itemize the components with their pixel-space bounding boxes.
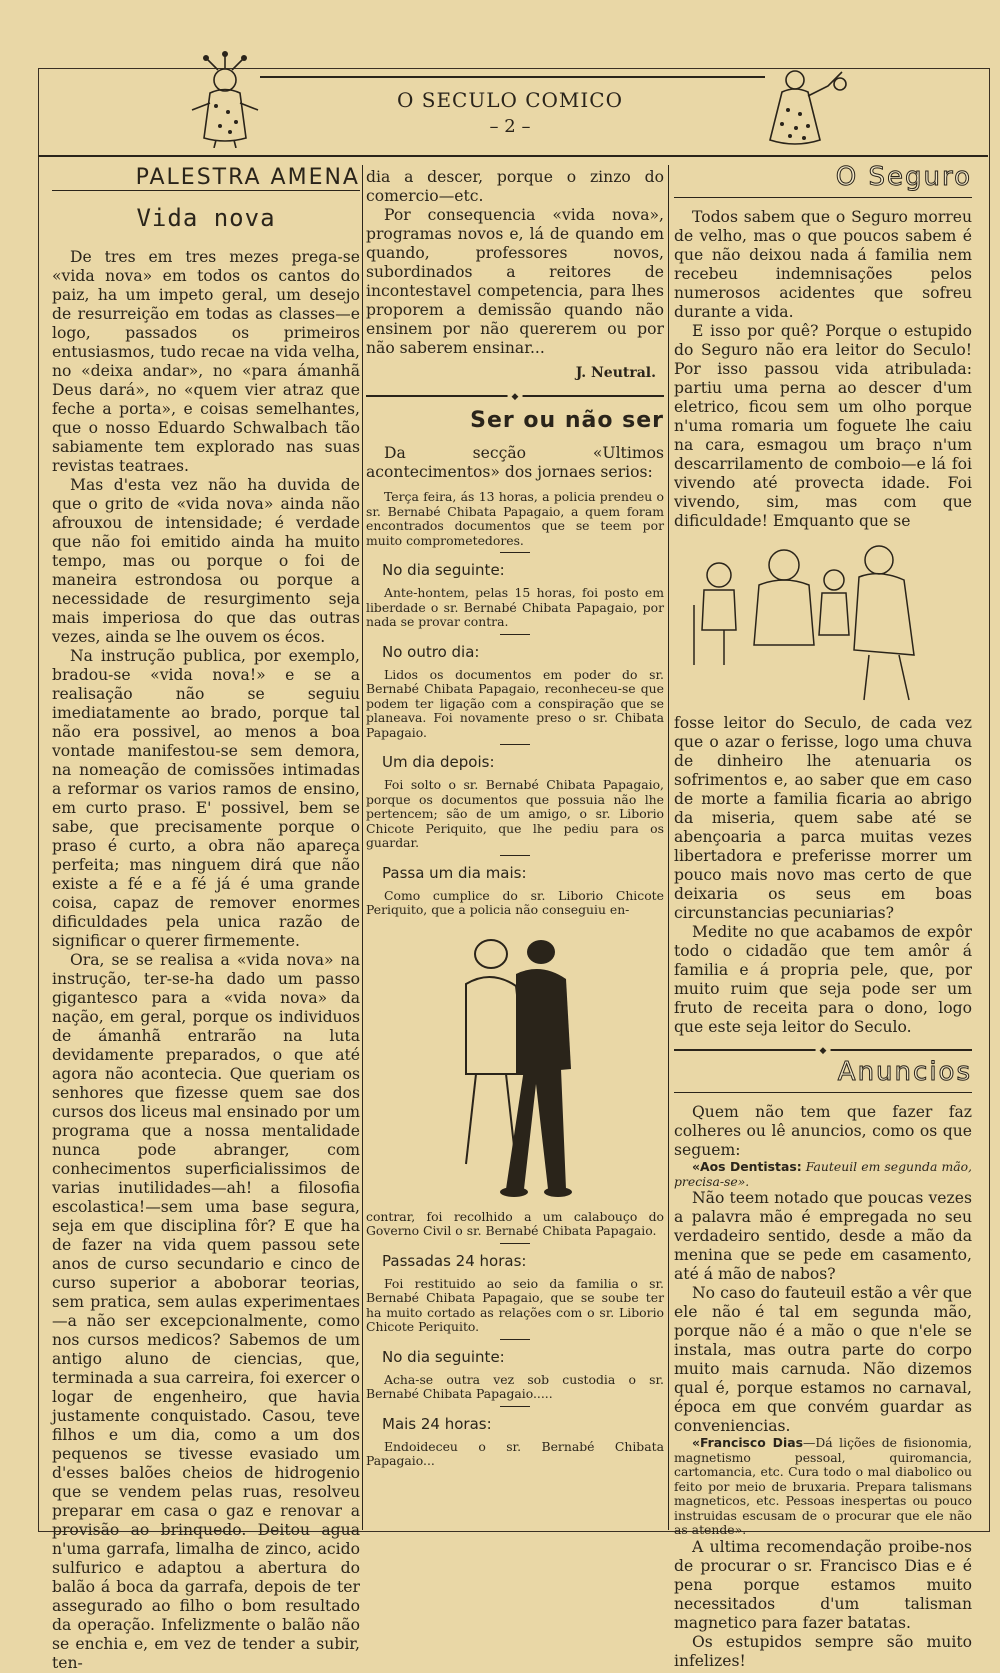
news-heading: Passadas 24 horas: bbox=[382, 1251, 527, 1270]
paragraph: Por consequencia «vida nova», programas novos e, lá de quando em quando, professores novos, subordinados a reitores de incontestavel competencia, para lhes proporem a demissão quando não ensinem por não quererem ou por não saberem ensinar... bbox=[366, 206, 664, 357]
rule bbox=[674, 197, 972, 198]
column-palestra bbox=[52, 165, 360, 1673]
paragraph: Mas d'esta vez não ha duvida de que o grito de «vida nova» ainda não afrouxou de intensidade; é verdade que não foi emitido ainda ha muito tempo, mas ou porque o foi de maneira estrondosa ou porque a necessidade de resurgimento seja mais imperiosa do que das outras vezes, ainda se lhe ouvem os écos. bbox=[52, 476, 360, 646]
column-rule-1 bbox=[362, 165, 363, 1530]
paragraph: Ora, se se realisa a «vida nova» na instrução, ter-se-ha dado um passo gigantesco para a «vida nova» da nação, em geral, porque os individuos de ámanhã entrarão na luta devidamente preparados, o que até agora não acontecia. Que queriam os senhores que fizesse quem sae dos cursos dos liceus mal ensinado por um programa que a nossa mentalidade nunca pode abranger, com conhecimentos superficialissimos de varias inutilidades—ah! a filosofia escolastica!—sem uma base segura, seja em que disciplina fôr? E que ha de fazer na vida quem passou sete anos de curso secundario e cinco de curso superior a aboborar teorias, sem pratica, sem aulas experimentaes—a não ser excepcionalmente, como nos cursos medicos? Sabemos de um antigo aluno de ciencias, que, terminada a sua carreira, foi exercer o logar de engenheiro, que havia justamente conquistado. Casou, teve filhos e um dia, como a um dos pequenos se tivesse evasiado um d'esses balões cheios de hidrogenio que se vendem pelas ruas, resolveu preparar em casa o gaz e renovar a provisão ao brinquedo. Deitou agua n'uma garrafa, limalha de zinco, acido sulfurico e adaptou a abertura do balão á boca da garrafa, depois de ter assegurado ao filho o bom resultado da operação. Infelizmente o balão não se enchia e, em vez de tender a subir, ten- bbox=[52, 951, 360, 1672]
divider bbox=[674, 1049, 972, 1051]
news-item: Como cumplice do sr. Liborio Chicote Periquito, que a policia não conseguiu en- bbox=[366, 887, 664, 917]
intro: Da secção «Ultimos acontecimentos» dos jornaes serios: bbox=[366, 444, 664, 481]
paragraph: Todos sabem que o Seguro morreu de velho, mas o que poucos sabem é que não deixou nada á familia nem recebeu indemnisações pelos numerosos acidentes que sofreu durante a vida. bbox=[674, 208, 972, 321]
article-title: Vida nova bbox=[136, 204, 276, 232]
news-heading: Passa um dia mais: bbox=[382, 863, 527, 882]
article-title: Anuncios bbox=[837, 1057, 972, 1087]
article-title: Ser ou não ser bbox=[470, 408, 664, 433]
news-heading: No dia seguinte: bbox=[382, 561, 505, 579]
dash bbox=[500, 552, 530, 553]
divider bbox=[366, 395, 664, 397]
news-heading: Mais 24 horas: bbox=[382, 1414, 492, 1433]
news-item: Lidos os documentos em poder do sr. Bernabé Chibata Papagaio, reconheceu-se que podem ter ligação com a conspiração que se planeava. Foi novamente preso o sr. Chibata Papagaio. bbox=[366, 666, 664, 740]
news-item: Foi restituido ao seio da familia o sr. Bernabé Chibata Papagaio, que se soube ter ha muito cortado as relações com o sr. Liborio Chicote Periquito. bbox=[366, 1275, 664, 1334]
news-item: contrar, foi recolhido a um calabouço do Governo Civil o sr. Bernabé Chibata Papagaio. bbox=[366, 1208, 664, 1238]
news-item: Terça feira, ás 13 horas, a policia prendeu o sr. Bernabé Chibata Papagaio, a quem foram encontrados documentos que se teem por muito comprometedores. bbox=[366, 489, 664, 548]
column-rule-2 bbox=[668, 165, 669, 1530]
column-right bbox=[674, 162, 972, 1671]
paragraph: Quem não tem que fazer faz colheres ou lê anuncios, como os que seguem: bbox=[674, 1103, 972, 1159]
header-rule-bottom bbox=[38, 155, 988, 157]
advert bbox=[674, 1436, 972, 1538]
news-item: Foi solto o sr. Bernabé Chibata Papagaio, porque os documentos que possuia não lhe pertencem; são de um amigo, o sr. Liborio Chicote Periquito, que lhe pediu para os guardar. bbox=[366, 777, 664, 850]
dash bbox=[500, 1406, 530, 1407]
article-title: O Seguro bbox=[835, 162, 972, 192]
advert bbox=[674, 1160, 972, 1189]
paragraph: Na instrução publica, por exemplo, bradou-se «vida nova!» e se a realisação não se seguiu imediatamente ao brado, porque tal não era possivel, ao menos a boa vontade manifestou-se sem demora, na nomeação de comissões intimadas a reformar os varios ramos de ensino, em curto praso. E' possivel, bem se sabe, que precisamente porque o praso é curto, a obra não apareça perfeita; mas ninguem dirá que não existe a fé e a fé já é uma grande coisa, capaz de remover enormes dificuldades pela unica razão de significar o querer firmemente. bbox=[52, 647, 360, 950]
newspaper-title: O SECULO COMICO bbox=[396, 88, 624, 112]
column-middle bbox=[366, 168, 664, 1469]
paragraph: Não teem notado que poucas vezes a palavra mão é empregada no seu verdadeiro sentido, desde a mão da menina que se pede em casamento, até á mão de nabos? bbox=[674, 1189, 972, 1283]
dash bbox=[500, 744, 530, 745]
advert-label: «Francisco Dias bbox=[692, 1435, 803, 1450]
paragraph: Os estupidos sempre são muito infelizes! bbox=[674, 1632, 972, 1670]
advert-text: —Dá lições de fisionomia, magnetismo pessoal, quiromancia, cartomancia, etc. Cura todo o mal diabolico ou feito por meio de bruxaria. Prepara talismans magneticos, etc. Pessoas inespertas ou pouco instruidas escusam de o procurar que ele não as atende». bbox=[674, 1435, 972, 1537]
section-heading: PALESTRA AMENA bbox=[52, 168, 360, 191]
paragraph: dia a descer, porque o zinzo do comercio—etc. bbox=[366, 168, 664, 205]
page-number: – 2 – bbox=[489, 116, 531, 137]
paragraph: E isso por quê? Porque o estupido do Seguro não era leitor do Seculo! Por isso passou vida atribulada: partiu uma perna ao descer d'um eletrico, ficou sem um olho porque n'uma romaria um foguete lhe caiu na cara, esmagou um braço n'um descarrilamento de comboio—e lá foi vivendo até provecta idade. Foi vivendo, sim, mas com que dificuldade! Emquanto que se bbox=[674, 322, 972, 530]
news-heading: No outro dia: bbox=[382, 642, 480, 661]
dash bbox=[500, 1339, 530, 1340]
header-doll-illustration bbox=[180, 48, 270, 148]
advert-text: Fauteuil em segunda mão, precisa-se». bbox=[674, 1159, 972, 1189]
rule bbox=[674, 1092, 972, 1093]
masthead bbox=[260, 88, 760, 137]
header-lady-illustration bbox=[760, 62, 850, 147]
two-men-illustration bbox=[366, 924, 664, 1204]
accident-victims-illustration bbox=[674, 535, 972, 710]
paragraph: fosse leitor do Seculo, de cada vez que o azar o ferisse, logo uma chuva de dinheiro lhe atenuaria os sofrimentos e, ao saber que em caso de morte a familia ficaria ao abrigo da miseria, quem sabe até se abençoaria a parca muitas vezes libertadora e preferisse morrer um pouco mais novo mas certo de que deixaria os seus em boas circunstancias pecuniarias? bbox=[674, 714, 972, 922]
dash bbox=[500, 1243, 530, 1244]
advert-label: «Aos Dentistas: bbox=[692, 1159, 802, 1174]
news-item: Endoideceu o sr. Bernabé Chibata Papagaio... bbox=[366, 1438, 664, 1468]
paragraph: Medite no que acabamos de expôr todo o cidadão que tem amôr á familia e á propria pele, que, por muito ruim que seja pode ser um fruto de receita para o dono, logo que este seja leitor do Seculo. bbox=[674, 923, 972, 1036]
dash bbox=[500, 634, 530, 635]
news-item: Ante-hontem, pelas 15 horas, foi posto em liberdade o sr. Bernabé Chibata Papagaio, por nada se provar contra. bbox=[366, 585, 664, 629]
paragraph: A ultima recomendação proibe-nos de procurar o sr. Francisco Dias e é pena porque estamos muito necessitados d'um talisman magnetico para fazer batatas. bbox=[674, 1537, 972, 1632]
news-heading: No dia seguinte: bbox=[382, 1347, 505, 1366]
header-rule-top bbox=[260, 76, 765, 78]
news-item: Acha-se outra vez sob custodia o sr. Bernabé Chibata Papagaio..... bbox=[366, 1371, 664, 1401]
paragraph: No caso do fauteuil estão a vêr que ele não é tal em segunda mão, porque não é a mão o que n'ele se instala, mas outra parte do corpo muito mais carnuda. Não dizemos qual é, porque estamos no carnaval, época em que convém guardar as conveniencias. bbox=[674, 1284, 972, 1435]
dash bbox=[500, 855, 530, 856]
paragraph: De tres em tres mezes prega-se «vida nova» em todos os cantos do paiz, ha um impeto geral, um desejo de resurreição em todas as classes—e logo, passados os primeiros entusiasmos, tudo recae na vida velha, no «deixa andar», no «para ámanhã Deus dará», no «quem vier atraz que feche a porta», e coisas semelhantes, que o nosso Eduardo Schwalbach tão sabiamente tem explorado nas suas revistas teatraes. bbox=[52, 248, 360, 475]
news-heading: Um dia depois: bbox=[382, 753, 495, 771]
signature: J. Neutral. bbox=[575, 365, 656, 381]
